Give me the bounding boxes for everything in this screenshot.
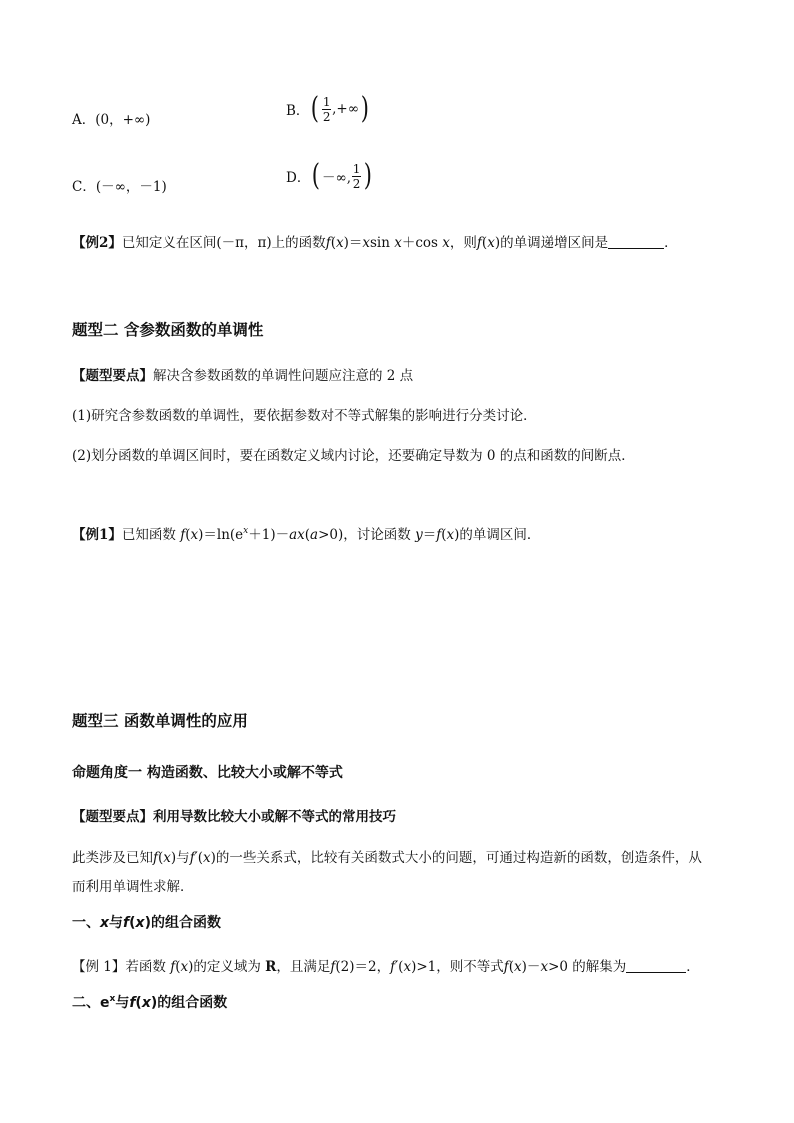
fraction [322, 95, 331, 124]
subheading-2 [72, 992, 227, 1012]
example-2 [72, 231, 678, 251]
text: ( [330, 235, 336, 251]
text: ( [175, 959, 181, 975]
text: ( [508, 959, 515, 975]
text: )的一些关系式，比较有关函数式大小的问题，可通过构造新的函数，创造条件，从 [210, 850, 702, 866]
text: ，且满足 [276, 959, 331, 975]
text: 与 [115, 995, 130, 1011]
section-2-item-2: (2)划分函数的单调区间时，要在函数定义域内讨论，还要确定导数为 0 的点和函数的间断点． [72, 448, 635, 464]
subheading-1 [72, 912, 221, 932]
point-text: 解决含参数函数的单调性问题应注意的 2 点 [153, 368, 414, 384]
text: )的单调递增区间是 [494, 235, 609, 251]
example-tag: 【例1】 [72, 527, 122, 543]
text: 与 [109, 915, 124, 931]
text: ． [664, 235, 678, 251]
text: )的组合函数 [144, 915, 221, 931]
text: (2)＝2， [335, 959, 391, 975]
math-var: x [203, 850, 211, 866]
text: ( [129, 915, 136, 931]
option-c-label: C． [72, 179, 96, 195]
text: 一、 [72, 915, 100, 931]
example-tag: 【例 1】 [72, 959, 126, 975]
right-paren: ) [363, 158, 373, 193]
text: ( [135, 995, 142, 1011]
text: 已知定义在区间(－π，π)上的函数 [121, 235, 326, 251]
text: )的组合函数 [150, 995, 228, 1011]
option-c-text: (－∞，－1) [95, 179, 167, 195]
right-paren: ) [360, 91, 369, 126]
point-tag: 【题型要点】 [72, 809, 153, 825]
text: )与 [170, 850, 190, 866]
math-var: x [446, 527, 455, 543]
section-3-example-1 [72, 955, 700, 975]
text: ，则 [449, 235, 477, 251]
answer-blank[interactable] [626, 960, 686, 973]
math-var: f [123, 915, 130, 931]
text: ＋1)－ [248, 527, 290, 543]
math-var: f [153, 850, 158, 866]
text: )＝ln(e [198, 527, 244, 543]
math-var: f′ [390, 959, 399, 975]
superscript: x [109, 994, 116, 1004]
text: ＋cos [401, 235, 443, 251]
left-paren: ( [312, 158, 321, 193]
section-3-point [72, 805, 396, 825]
math-var: f [170, 959, 176, 975]
option-b [286, 91, 371, 126]
denominator: 2 [352, 176, 361, 191]
math-var: x [135, 915, 145, 931]
text: ( [185, 527, 191, 543]
text: ( [481, 235, 488, 251]
math-set: R [265, 959, 277, 975]
option-c [72, 175, 167, 195]
denominator: 2 [322, 109, 331, 124]
math-var: x [487, 235, 495, 251]
math-var: f [476, 235, 482, 251]
numerator: 1 [352, 161, 361, 176]
text: )＝ [343, 235, 363, 251]
section-3-paragraph-line-2: 而利用单调性求解． [72, 879, 194, 895]
text: >0)，讨论函数 [318, 527, 416, 543]
proposition-angle: 命题角度一 构造函数、比较大小或解不等式 [72, 765, 343, 781]
option-b-label: B． [286, 103, 310, 119]
text: ( [398, 959, 404, 975]
math-var: x [403, 959, 412, 975]
option-d-before: －∞, [322, 170, 352, 186]
math-var: x [442, 235, 450, 251]
math-var: x [514, 959, 522, 975]
answer-blank[interactable] [608, 236, 664, 249]
math-var: f [436, 527, 442, 543]
point-text: 利用导数比较大小或解不等式的常用技巧 [153, 809, 396, 825]
section-2-item-1: (1)研究含参数函数的单调性，要依据参数对不等式解集的影响进行分类讨论． [72, 408, 537, 424]
text: 若函数 [125, 959, 171, 975]
math-var: x [540, 959, 549, 975]
text: ( [441, 527, 447, 543]
superscript: x [243, 526, 249, 536]
text: 此类涉及已知 [72, 850, 153, 866]
math-var: f [503, 959, 509, 975]
text: ( [158, 850, 164, 866]
math-var: f [129, 995, 136, 1011]
text: )的单调区间． [454, 527, 541, 543]
option-a-text: (0，+∞) [95, 112, 151, 128]
option-a [72, 108, 150, 128]
text: ． [686, 959, 700, 975]
section-3-paragraph-line-1 [72, 846, 702, 866]
math-var: f [325, 235, 331, 251]
math-var: x [180, 959, 189, 975]
math-var: y [415, 527, 423, 543]
math-var: x [141, 995, 151, 1011]
numerator: 1 [322, 94, 331, 109]
math-var: x [362, 235, 370, 251]
math-var: x [335, 235, 344, 251]
section-2-point [72, 364, 413, 384]
section-2-example-1 [72, 523, 540, 543]
fraction [352, 162, 361, 191]
text: sin [370, 235, 395, 251]
text: )－ [521, 959, 541, 975]
text: )>1，则不等式 [411, 959, 504, 975]
text: )的定义域为 [188, 959, 266, 975]
text: 二、e [72, 995, 110, 1011]
text: ( [304, 527, 311, 543]
text: ( [197, 850, 204, 866]
math-var: f′ [189, 850, 198, 866]
section-3-title: 题型三 函数单调性的应用 [72, 712, 248, 730]
math-var: x [394, 235, 402, 251]
point-tag: 【题型要点】 [72, 368, 153, 384]
text: ＝ [422, 527, 437, 543]
option-a-label: A． [72, 112, 96, 128]
math-var: f [330, 959, 336, 975]
math-var: ax [289, 527, 305, 543]
math-var: x [163, 850, 171, 866]
left-paren: ( [311, 91, 320, 126]
option-d [286, 158, 374, 193]
example-tag: 【例2】 [72, 235, 122, 251]
text: >0 的解集为 [548, 959, 627, 975]
math-var: x [190, 527, 199, 543]
math-var: x [100, 915, 110, 931]
section-2-title: 题型二 含参数函数的单调性 [72, 321, 264, 339]
math-var: a [310, 527, 319, 543]
math-var: f [180, 527, 186, 543]
option-b-after: ,+∞ [332, 101, 359, 117]
text: 已知函数 [121, 527, 181, 543]
option-d-label: D． [286, 170, 311, 186]
